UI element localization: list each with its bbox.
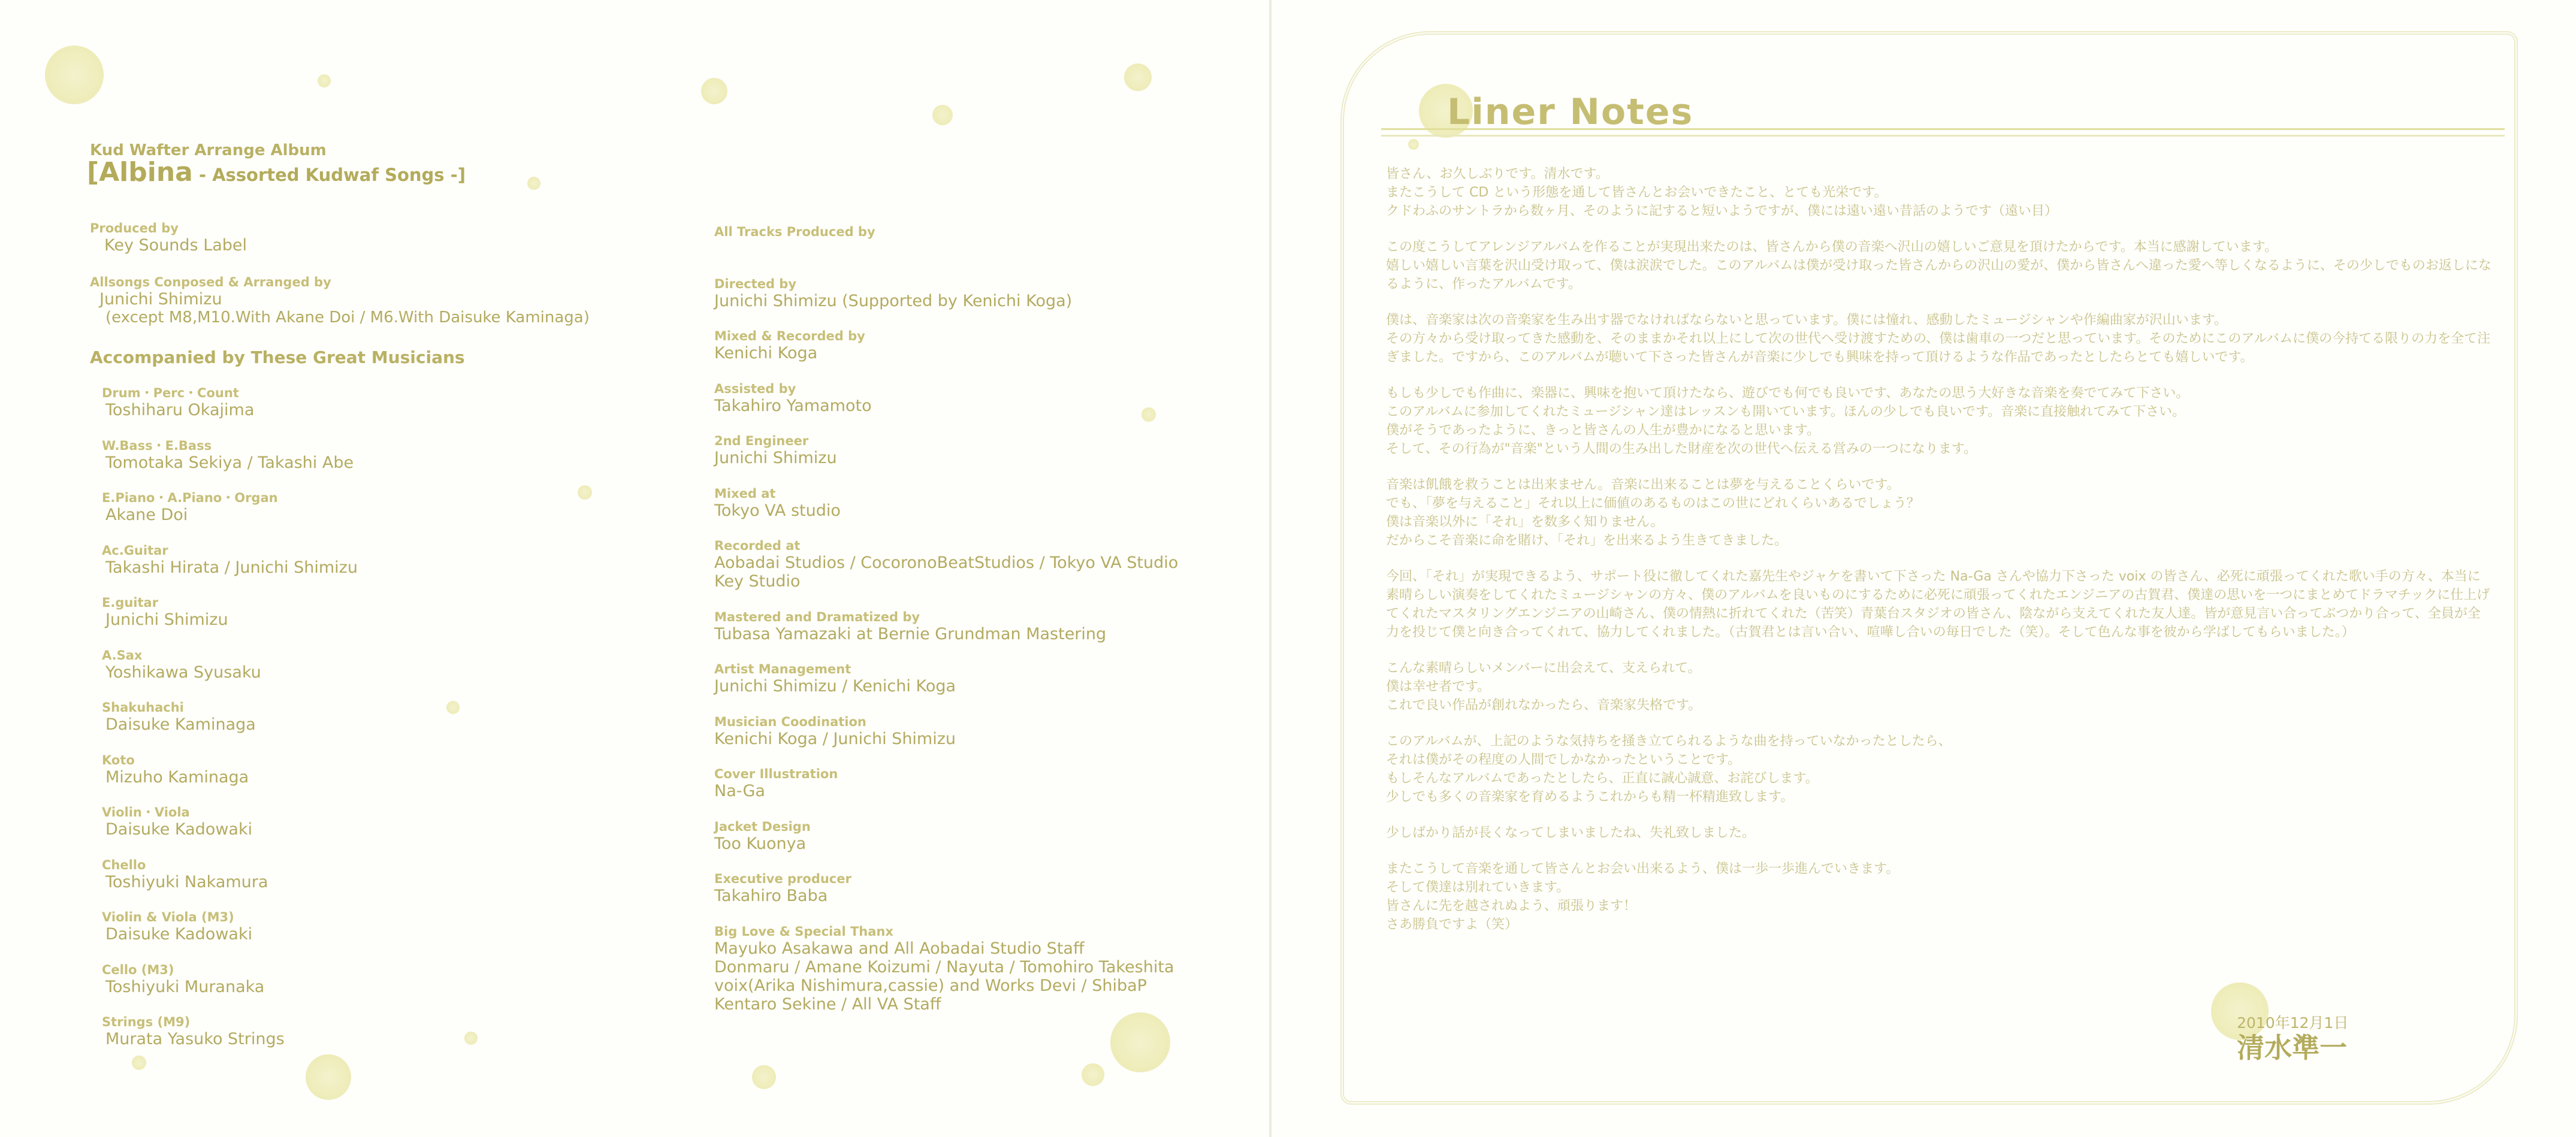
liner-notes-paragraph: こんな素晴らしいメンバーに出会えて、支えられて。 僕は幸せ者です。 これで良い作品が創れなかったら、音楽家失格です。 [1386,661,1702,713]
liner-notes-paragraph: このアルバムが、上記のような気持ちを掻き立てられるような曲を持っていなかったとしたら、 それは僕がその程度の人間でしかなかったということです。 もしそんなアルバムであったとしたら、正直に誠心誠意、お詫びします。 少しでも多くの音楽家を育めるようこれからも精一杯精進致します。 [1386,734,1952,805]
staff-credit [714,381,872,415]
credit-name: Junichi Shimizu [714,449,837,467]
credit-name: Aobadai Studios / CocoronoBeatStudios / Tokyo VA Studio [714,554,1179,572]
signature-date: 2010年12月1日 [2237,1014,2349,1032]
staff-credit [714,766,838,800]
musician-credit [102,543,358,577]
credit-name: Key Sounds Label [104,236,247,255]
staff-credit [714,276,1072,310]
staff-credit [714,538,1178,591]
liner-notes-body [1386,165,2492,951]
credit-role: Cover Illustration [714,767,838,781]
credit-name: Mizuho Kaminaga [105,768,249,787]
liner-notes-paragraph: この度こうしてアレンジアルバムを作ることが実現出来たのは、皆さんから僕の音楽へ沢山の嬉しいご意見を頂けたからです。本当に感謝しています。 嬉しい嬉しい言葉を沢山受け取って、僕は涙涙でした。このアルバムは僕が受け取った皆さんからの沢山の愛が、僕から皆さんへ違った愛へ等しくなるように、その少しでものお返しになるように、作ったアルバムです。 [1386,240,2492,292]
staff-credit [714,661,956,695]
credit-name: Toshiyuki Nakamura [105,873,268,891]
decor-dot [45,46,104,104]
signature-name: 清水準一 [2237,1032,2347,1064]
decor-dot [578,485,592,500]
decor-dot [306,1054,351,1100]
liner-notes-paragraph: 僕は、音楽家は次の音楽家を生み出す器でなければならないと思っています。僕には憧れ、感動したミュージシャンや作編曲家が沢山います。 その方々から受け取ってきた感動を、そのままかそれ以上にして次の世代へ受け渡すための、僕は歯車の一つだと思っています。そのためにこのアルバムに僕の今持てる限りの力を全て注ぎました。ですから、このアルバムが聴いて下さった皆さんが音楽に少しでも興味を持って頂けるような作品であったとしたらとても嬉しいです。 [1386,313,2490,365]
staff-credit [714,609,1106,643]
liner-notes-paragraph: またこうして音楽を通して皆さんとお会い出来るよう、僕は一歩一歩進んでいきます。 そして僕達は別れていきます。 皆さんに先を越されぬよう、頑張ります！ さあ勝負ですよ（笑） [1386,861,1899,932]
liner-notes-paragraph: 今回、「それ」が実現できるよう、サポート役に徹してくれた嘉先生やジャケを書いて下さった Na-Ga さんや協力下さった voix の皆さん、必死に頑張ってくれた歌い手の方々、本当に素晴らしい演奏をしてくれたミュージシャンの方々、僕のアルバムを良いものにするために必死に頑張ってくれたエンジニアの古賀君、僕達の思いを一つにまとめてドラマチックに仕上げてくれたマスタリングエンジニアの山崎さん、僕の情熱に折れてくれた（苦笑）青葉台スタジオの皆さん、陰ながら支えてくれた友人達。皆が意見言い合ってぶつかり合って、全員が全力を投じて僕と向き合ってくれて、協力してくれました。（古賀君とは言い合い、喧嘩し合いの毎日でした（笑）。そして色んな事を彼から学ばしてもらいました。） [1386,569,2490,640]
decor-dot [446,701,460,714]
credit-role: Violin・Viola [102,805,190,820]
credit-role: Mixed at [714,486,776,501]
staff-credit [714,714,956,748]
credit-role: Big Love & Special Thanx [714,924,893,939]
credit-name: Key Studio [714,572,801,591]
credit-role: Mastered and Dramatized by [714,610,920,624]
credit-all-tracks [714,224,875,240]
credit-role: A.Sax [102,648,143,663]
credit-name: Daisuke Kadowaki [105,925,253,944]
decor-dot [318,74,331,87]
credit-composed-by [90,274,590,327]
credit-role: 2nd Engineer [714,434,809,448]
musician-credit [102,595,228,629]
credit-name: voix(Arika Nishimura,cassie) and Works Devi / ShibaP [714,976,1147,995]
credit-role: E.guitar [102,595,159,610]
decor-dot [1141,407,1156,422]
credit-name: Toshiharu Okajima [105,401,255,419]
staff-credit [714,871,851,905]
decor-dot [132,1056,146,1070]
musician-credit [102,385,254,419]
staff-credit [714,433,837,467]
credit-name: Junichi Shimizu [99,290,222,309]
credit-role: All Tracks Produced by [714,225,875,239]
special-thanks-credit [714,924,1174,1014]
credit-name: Kenichi Koga / Junichi Shimizu [714,730,956,748]
credit-name: Too Kuonya [714,834,807,853]
credit-role: Recorded at [714,539,801,553]
credit-role: Artist Management [714,662,851,676]
credit-name: Tomotaka Sekiya / Takashi Abe [105,453,354,472]
musician-credit [102,962,264,996]
musicians-heading: Accompanied by These Great Musicians [90,347,465,367]
credit-name: Mayuko Asakawa and All Aobadai Studio Staff [714,939,1085,958]
credit-name: Kentaro Sekine / All VA Staff [714,995,941,1014]
decor-dot [1082,1063,1104,1086]
decor-dot [1110,1012,1170,1072]
liner-notes-paragraph: 音楽は飢餓を救うことは出来ません。音楽に出来ることは夢を与えることくらいです。 でも、「夢を与えること」それ以上に価値のあるものはこの世にどれくらいあるでしょう？ 僕は音楽以外に「それ」を数多く知りません。 だからこそ音楽に命を賭け、「それ」を出来るよう生きてきました。 [1386,477,1920,548]
credit-role: Shakuhachi [102,700,184,715]
album-title-subtitle: - Assorted Kudwaf Songs -] [192,165,466,185]
liner-notes-paragraph: もしも少しでも作曲に、楽器に、興味を抱いて頂けたなら、遊びでも何でも良いです、あなたの思う大好きな音楽を奏でてみて下さい。 このアルバムに参加してくれたミュージシャン達はレッスンも開いています。ほんの少しでも良いです。音楽に直接触れてみて下さい。 僕がそうであったように、きっと皆さんの人生が豊かになると思います。 そして、その行為が"音楽"という人間の生み出した財産を次の世代へ伝える営みの一つになります。 [1386,386,2190,456]
credit-name: Junichi Shimizu / Kenichi Koga [714,677,956,695]
decor-dot [752,1065,776,1089]
credit-role: Jacket Design [714,820,811,834]
credit-name: Tubasa Yamazaki at Bernie Grundman Mastering [714,625,1107,643]
musician-credit [102,805,252,839]
credit-name: Murata Yasuko Strings [105,1030,285,1048]
credit-role: Drum・Perc・Count [102,386,239,400]
album-title-main: [Albina [87,157,193,188]
credit-role: Ac.Guitar [102,543,168,558]
credit-produced-by [90,220,247,255]
credit-name: Daisuke Kadowaki [105,820,253,839]
credit-name: Toshiyuki Muranaka [105,978,265,996]
credit-name: Na-Ga [714,782,765,800]
credit-role: W.Bass・E.Bass [102,439,212,453]
title-underline [1381,128,2505,137]
credit-role: Cello (M3) [102,963,174,977]
credit-role: Chello [102,858,146,872]
credit-name: Tokyo VA studio [714,501,841,520]
credit-role: Produced by [90,221,179,235]
credit-role: Executive producer [714,872,851,886]
staff-credit [714,328,865,362]
credit-name: Donmaru / Amane Koizumi / Nayuta / Tomohiro Takeshita [714,958,1174,976]
credit-role: Musician Coodination [714,715,866,729]
album-title [87,157,466,188]
credit-name: Daisuke Kaminaga [105,715,256,734]
credit-name: Akane Doi [105,506,188,524]
credit-name: Junichi Shimizu [105,610,228,629]
credit-name: Takahiro Baba [714,887,828,905]
musician-credit [102,648,261,682]
credit-role: Directed by [714,277,797,291]
musician-credit [102,909,252,944]
credit-name: Takashi Hirata / Junichi Shimizu [105,558,358,577]
credit-role: Koto [102,753,135,767]
decor-dot [932,105,953,125]
credit-role: Assisted by [714,382,796,396]
album-series-label: Kud Wafter Arrange Album [90,141,327,159]
musician-credit [102,700,256,734]
musician-credit [102,438,354,472]
decor-dot [527,177,540,190]
musician-credit [102,857,268,891]
decor-dot [464,1032,478,1045]
credit-role: Violin & Viola (M3) [102,910,234,924]
liner-notes-paragraph: 少しばかり話が長くなってしまいましたね、失礼致しました。 [1386,825,1756,840]
decor-dot [701,78,727,104]
musician-credit [102,1014,285,1048]
credit-name: Junichi Shimizu (Supported by Kenichi Koga) [714,292,1073,310]
credit-name: Takahiro Yamamoto [714,397,872,415]
staff-credit [714,819,811,853]
credit-role: Allsongs Conposed & Arranged by [90,275,331,289]
liner-notes-title: Liner Notes [1447,91,1694,133]
staff-credit [714,486,841,520]
credit-name: (except M8,M10.With Akane Doi / M6.With Daisuke Kaminaga) [105,309,590,326]
credit-role: Mixed & Recorded by [714,329,865,343]
credit-name: Kenichi Koga [714,344,818,362]
liner-notes-paragraph: 皆さん、お久しぶりです。清水です。 またこうして CD という形態を通して皆さんとお会いできたこと、とても光栄です。 クドわふのサントラから数ヶ月、そのように記すると短いようですが、僕には遠い遠い昔話のようです（遠い目） [1386,167,2058,219]
musician-credit [102,490,278,524]
musician-credit [102,752,249,787]
credit-name: Yoshikawa Syusaku [105,663,261,682]
credit-role: Strings (M9) [102,1015,191,1029]
decor-dot [1124,63,1152,91]
credit-role: E.Piano・A.Piano・Organ [102,491,278,505]
